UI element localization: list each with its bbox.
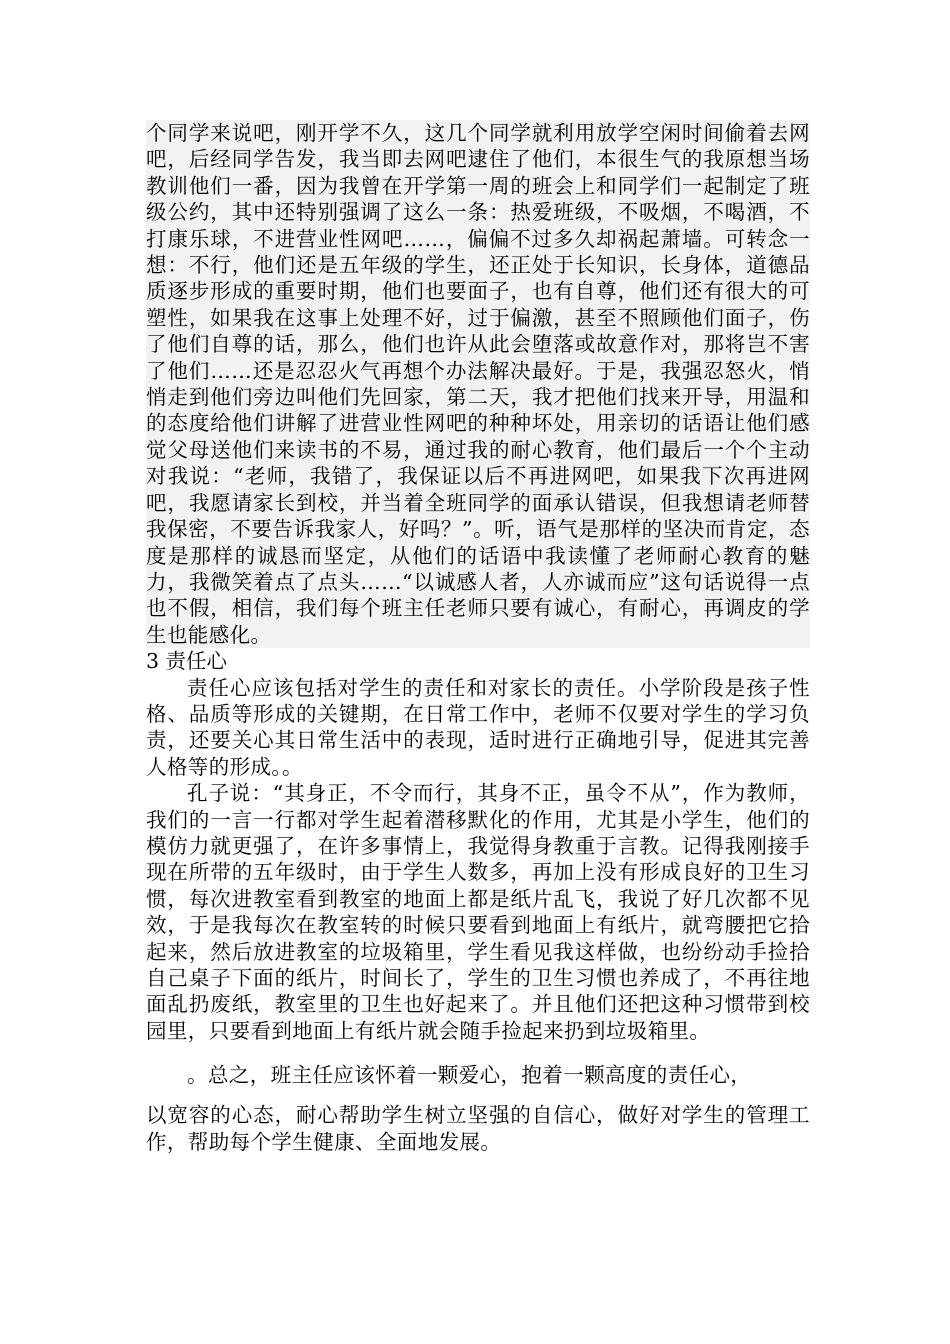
document-page bbox=[146, 120, 810, 1155]
closing-line-1: 。总之，班主任应该怀着一颗爱心，抱着一颗高度的责任心， bbox=[187, 1063, 752, 1088]
closing-line-2: 以宽容的心态，耐心帮助学生树立坚强的自信心，做好对学生的管理工作，帮助每个学生健康、全面地发展。 bbox=[146, 1103, 810, 1154]
responsibility-paragraph: 责任心应该包括对学生的责任和对家长的责任。小学阶段是孩子性格、品质等形成的关键期，在日常工作中，老师不仅要对学生的学习负责，还要关心其日常生活中的表现，适时进行正确地引导，促进其完善人格等的形成。。 bbox=[146, 675, 810, 779]
confucius-paragraph: 孔子说：“其身正，不令而行，其身不正，虽令不从”，作为教师，我们的一言一行都对学生起着潜移默化的作用，尤其是小学生，他们的模仿力就更强了，在许多事情上，我觉得身教重于言教。记得我刚接手现在所带的五年级时，由于学生人数多，再加上没有形成良好的卫生习惯，每次进教室看到教室的地面上都是纸片乱飞，我说了好几次都不见效，于是我每次在教室转的时候只要看到地面上有纸片，就弯腰把它拾起来，然后放进教室的垃圾箱里，学生看见我这样做，也纷纷动手捡拾自己桌子下面的纸片，时间长了，学生的卫生习惯也养成了，不再往地面乱扔废纸，教室里的卫生也好起来了。并且他们还把这种习惯带到校园里，只要看到地面上有纸片就会随手捡起来扔到垃圾箱里。 bbox=[146, 781, 810, 1043]
story-paragraph: 个同学来说吧，刚开学不久，这几个同学就利用放学空闲时间偷着去网吧，后经同学告发，我当即去网吧逮住了他们，本很生气的我原想当场教训他们一番，因为我曾在开学第一周的班会上和同学们一起制定了班级公约，其中还特别强调了这么一条：热爱班级，不吸烟，不喝酒，不打康乐球，不进营业性网吧……，偏偏不过多久却祸起萧墙。可转念一想：不行，他们还是五年级的学生，还正处于长知识，长身体，道德品质逐步形成的重要时期，他们也要面子，也有自尊，他们还有很大的可塑性，如果我在这事上处理不好，过于偏激，甚至不照顾他们面子，伤了他们自尊的话，那么，他们也许从此会堕落或故意作对，那将岂不害了他们……还是忍忍火气再想个办法解决最好。于是，我强忍怒火，悄悄走到他们旁边叫他们先回家，第二天，我才把他们找来开导，用温和的态度给他们讲解了进营业性网吧的种种坏处，用亲切的话语让他们感觉父母送他们来读书的不易，通过我的耐心教育，他们最后一个个主动对我说：“老师，我错了，我保证以后不再进网吧，如果我下次再进网吧，我愿请家长到校，并当着全班同学的面承认错误，但我想请老师替我保密，不要告诉我家人，好吗？”。听，语气是那样的坚决而肯定，态度是那样的诚恳而坚定，从他们的话语中我读懂了老师耐心教育的魅力，我微笑着点了点头……“以诚感人者，人亦诚而应”这句话说得一点也不假，相信，我们每个班主任老师只要有诚心，有耐心，再调皮的学生也能感化。 bbox=[146, 121, 810, 647]
highlighted-story-block bbox=[146, 120, 810, 648]
closing-paragraph bbox=[146, 1062, 810, 1155]
section-heading: 3 责任心 bbox=[146, 649, 228, 674]
